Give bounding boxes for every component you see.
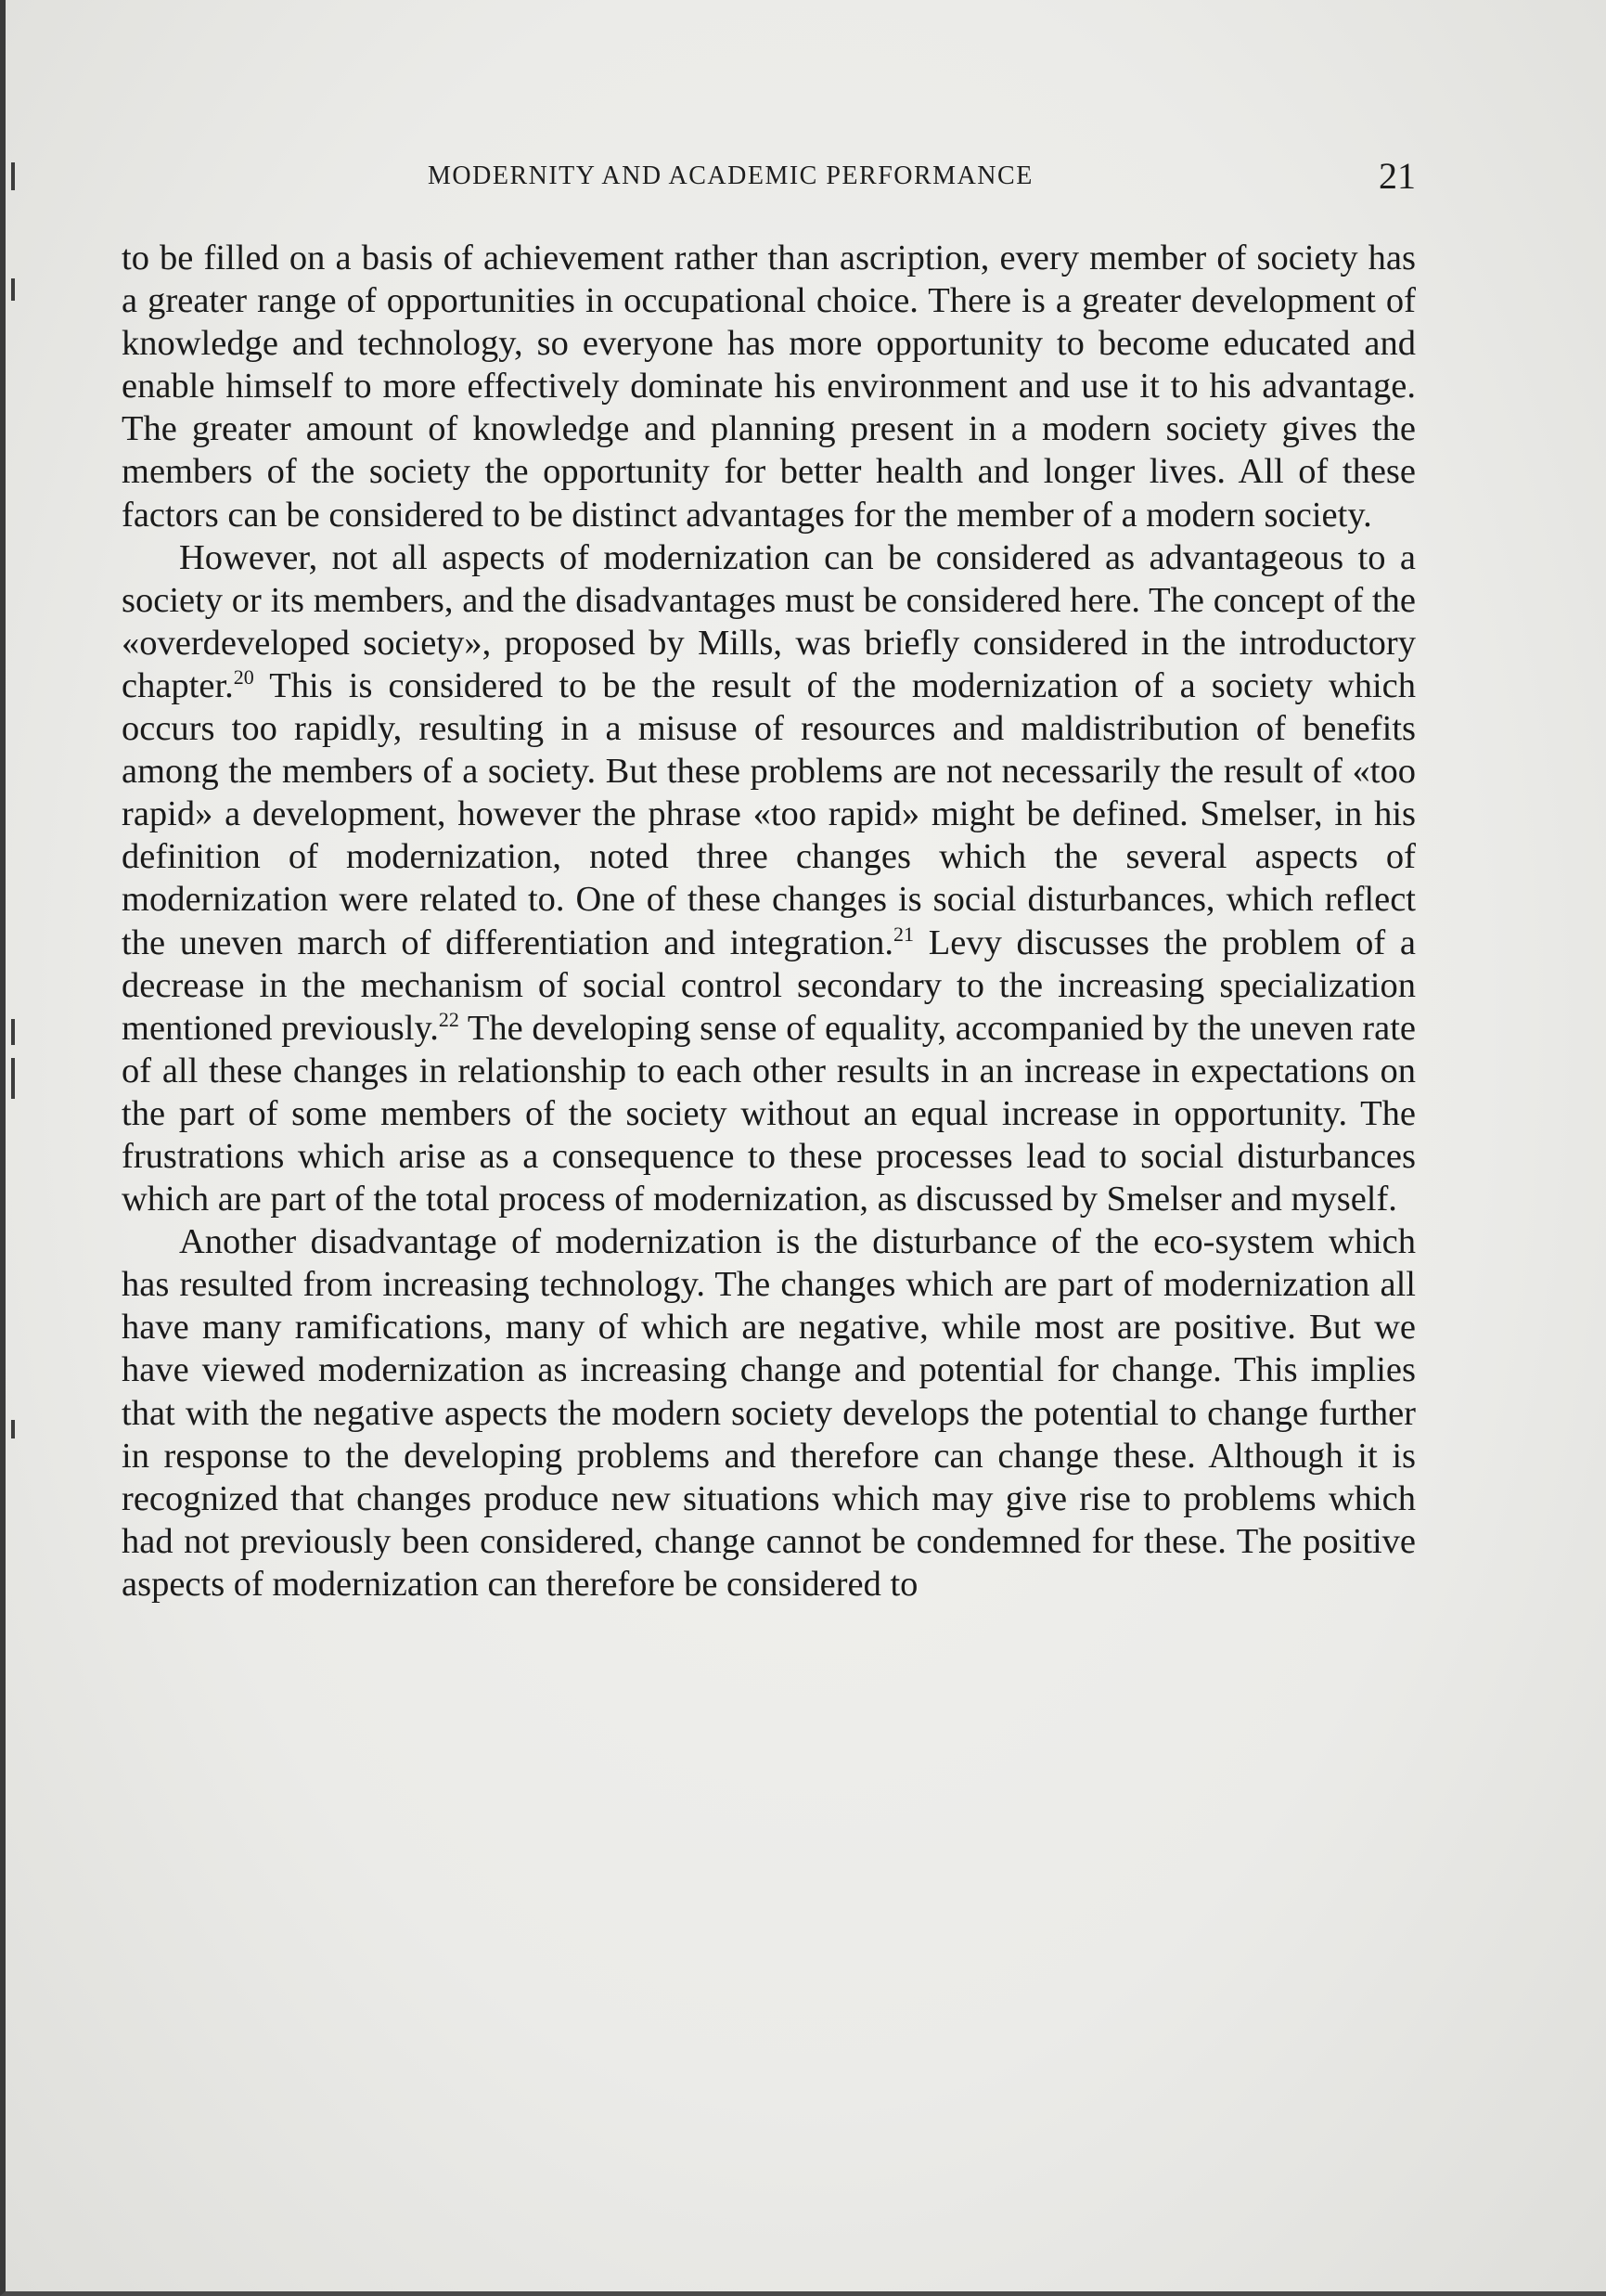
binding-mark	[11, 162, 15, 190]
footnote-ref: 22	[438, 1007, 459, 1031]
footnote-ref: 21	[893, 922, 915, 946]
paragraph-text: Levy discusses the problem of a decrease in the mechanism of social control secondary to the increasing specialization mentioned previously.	[122, 922, 1416, 1048]
binding-mark	[11, 1058, 15, 1099]
binding-mark	[11, 1420, 15, 1438]
page-number: 21	[1379, 155, 1416, 197]
paragraph	[122, 1220, 1416, 1606]
binding-mark	[11, 1019, 15, 1045]
body-text	[122, 237, 1416, 1606]
paragraph	[122, 237, 1416, 536]
paragraph-text: The developing sense of equality, accompanied by the uneven rate of all these changes in relationship to each other results in an increase in expectations on the part of some members of the society without an equal increase in opportunity. The frustrations which arise as a consequence to these processes lead to social disturbances which are part of the total process of modernization, as discussed by Smelser and myself.	[122, 1008, 1416, 1219]
paragraph-text: to be filled on a basis of achievement rather than ascription, every member of society has a greater range of opportunities in occupational choice. There is a greater development of knowledge and technology, so everyone has more opportunity to become educated and enable himself to more effectively dominate his environment and use it to his advantage. The greater amount of knowledge and planning present in a modern society gives the members of the society the opportunity for better health and longer lives. All of these factors can be considered to be distinct advantages for the member of a modern society.	[122, 239, 1416, 535]
page-header	[122, 148, 1416, 204]
binding-mark	[11, 278, 15, 301]
footnote-ref: 20	[233, 664, 254, 689]
paragraph	[122, 536, 1416, 1221]
paragraph-text: Another disadvantage of modernization is the disturbance of the eco-system which has resulted from increasing technology. The changes which are part of modernization all have many ramifications, many of which are negative, while most are positive. But we have viewed modernization as increasing change and potential for change. This implies that with the negative aspects the modern society develops the potential to change further in response to the developing problems and therefore can change these. Although it is recognized that changes produce new situations which may give rise to problems which had not previously been considered, change cannot be condemned for these. The positive aspects of modernization can therefore be considered to	[122, 1222, 1416, 1604]
running-head: MODERNITY AND ACADEMIC PERFORMANCE	[428, 161, 1034, 190]
paragraph-text: However, not all aspects of modernization can be considered as advantageous to a society or its members, and the disadvantages must be considered here. The concept of the «overdeveloped society», proposed by Mills, was briefly considered in the introductory chapter.	[122, 537, 1416, 705]
paragraph-text: This is considered to be the result of the modernization of a society which occurs too rapidly, resulting in a misuse of resources and maldistribution of benefits among the members of a society. But these problems are not necessarily the result of «too rapid» a development, however the phrase «too rapid» might be defined. Smelser, in his definition of modernization, noted three changes which the several aspects of modernization were related to. One of these changes is social disturbances, which reflect the uneven march of differentiation and integration.	[122, 665, 1416, 962]
